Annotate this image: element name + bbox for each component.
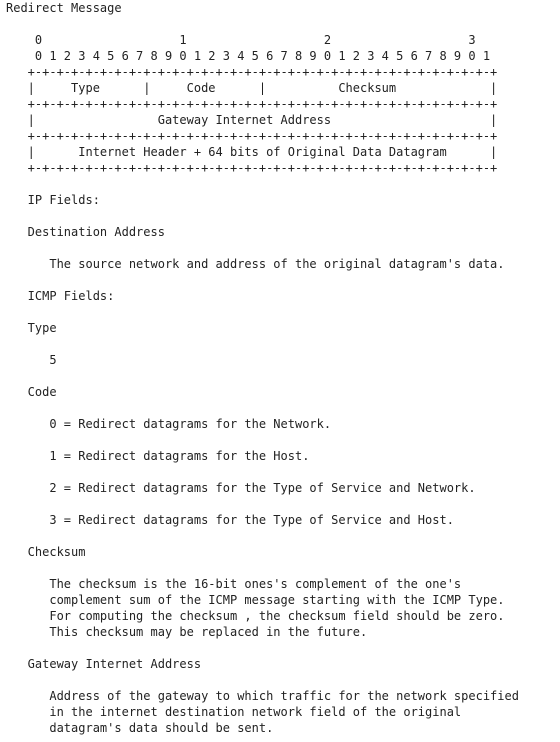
document-line (6, 176, 519, 192)
document-line: 3 = Redirect datagrams for the Type of Service and Host. (6, 513, 454, 527)
document-line (6, 560, 519, 576)
document-line: Gateway Internet Address (6, 657, 202, 671)
document-line: For computing the checksum , the checksum field should be zero. (6, 609, 505, 623)
document-line: Destination Address (6, 225, 165, 239)
document-line: 0 1 2 3 4 5 6 7 8 9 0 1 2 3 4 5 6 7 8 9 0 1 2 3 4 5 6 7 8 9 0 1 (6, 49, 491, 63)
document-line (6, 464, 519, 480)
document-line: | Internet Header + 64 bits of Original Data Datagram | (6, 145, 498, 159)
document-line: | Type | Code | Checksum | (6, 81, 498, 95)
document-line (6, 640, 519, 656)
document-line: datagram's data should be sent. (6, 721, 274, 735)
document-line (6, 528, 519, 544)
document-line: The checksum is the 16-bit ones's complement of the one's (6, 577, 462, 591)
document-line: +-+-+-+-+-+-+-+-+-+-+-+-+-+-+-+-+-+-+-+-+-+-+-+-+-+-+-+-+-+-+-+-+ (6, 161, 498, 175)
rfc-document-text (6, 0, 519, 736)
document-line (6, 400, 519, 416)
document-line: Address of the gateway to which traffic for the network specified (6, 689, 519, 703)
document-line (6, 496, 519, 512)
document-line: ICMP Fields: (6, 289, 115, 303)
document-line: 1 = Redirect datagrams for the Host. (6, 449, 310, 463)
document-line (6, 16, 519, 32)
document-line: This checksum may be replaced in the future. (6, 625, 368, 639)
document-line: complement sum of the ICMP message starting with the ICMP Type. (6, 593, 505, 607)
document-line: +-+-+-+-+-+-+-+-+-+-+-+-+-+-+-+-+-+-+-+-+-+-+-+-+-+-+-+-+-+-+-+-+ (6, 97, 498, 111)
document-line (6, 208, 519, 224)
document-line: Code (6, 385, 57, 399)
document-line: +-+-+-+-+-+-+-+-+-+-+-+-+-+-+-+-+-+-+-+-+-+-+-+-+-+-+-+-+-+-+-+-+ (6, 129, 498, 143)
document-line (6, 672, 519, 688)
document-line: The source network and address of the original datagram's data. (6, 257, 505, 271)
document-line: 0 1 2 3 (6, 33, 476, 47)
document-line (6, 432, 519, 448)
document-line: 2 = Redirect datagrams for the Type of Service and Network. (6, 481, 476, 495)
document-line: IP Fields: (6, 193, 100, 207)
document-line (6, 336, 519, 352)
document-line: | Gateway Internet Address | (6, 113, 498, 127)
document-line: in the internet destination network field of the original (6, 705, 462, 719)
document-line: Redirect Message (6, 1, 122, 15)
document-line: Checksum (6, 545, 86, 559)
document-line (6, 368, 519, 384)
document-line: 5 (6, 353, 57, 367)
document-line: +-+-+-+-+-+-+-+-+-+-+-+-+-+-+-+-+-+-+-+-+-+-+-+-+-+-+-+-+-+-+-+-+ (6, 65, 498, 79)
document-line (6, 240, 519, 256)
document-line (6, 304, 519, 320)
document-line: Type (6, 321, 57, 335)
document-line: 0 = Redirect datagrams for the Network. (6, 417, 332, 431)
document-line (6, 272, 519, 288)
